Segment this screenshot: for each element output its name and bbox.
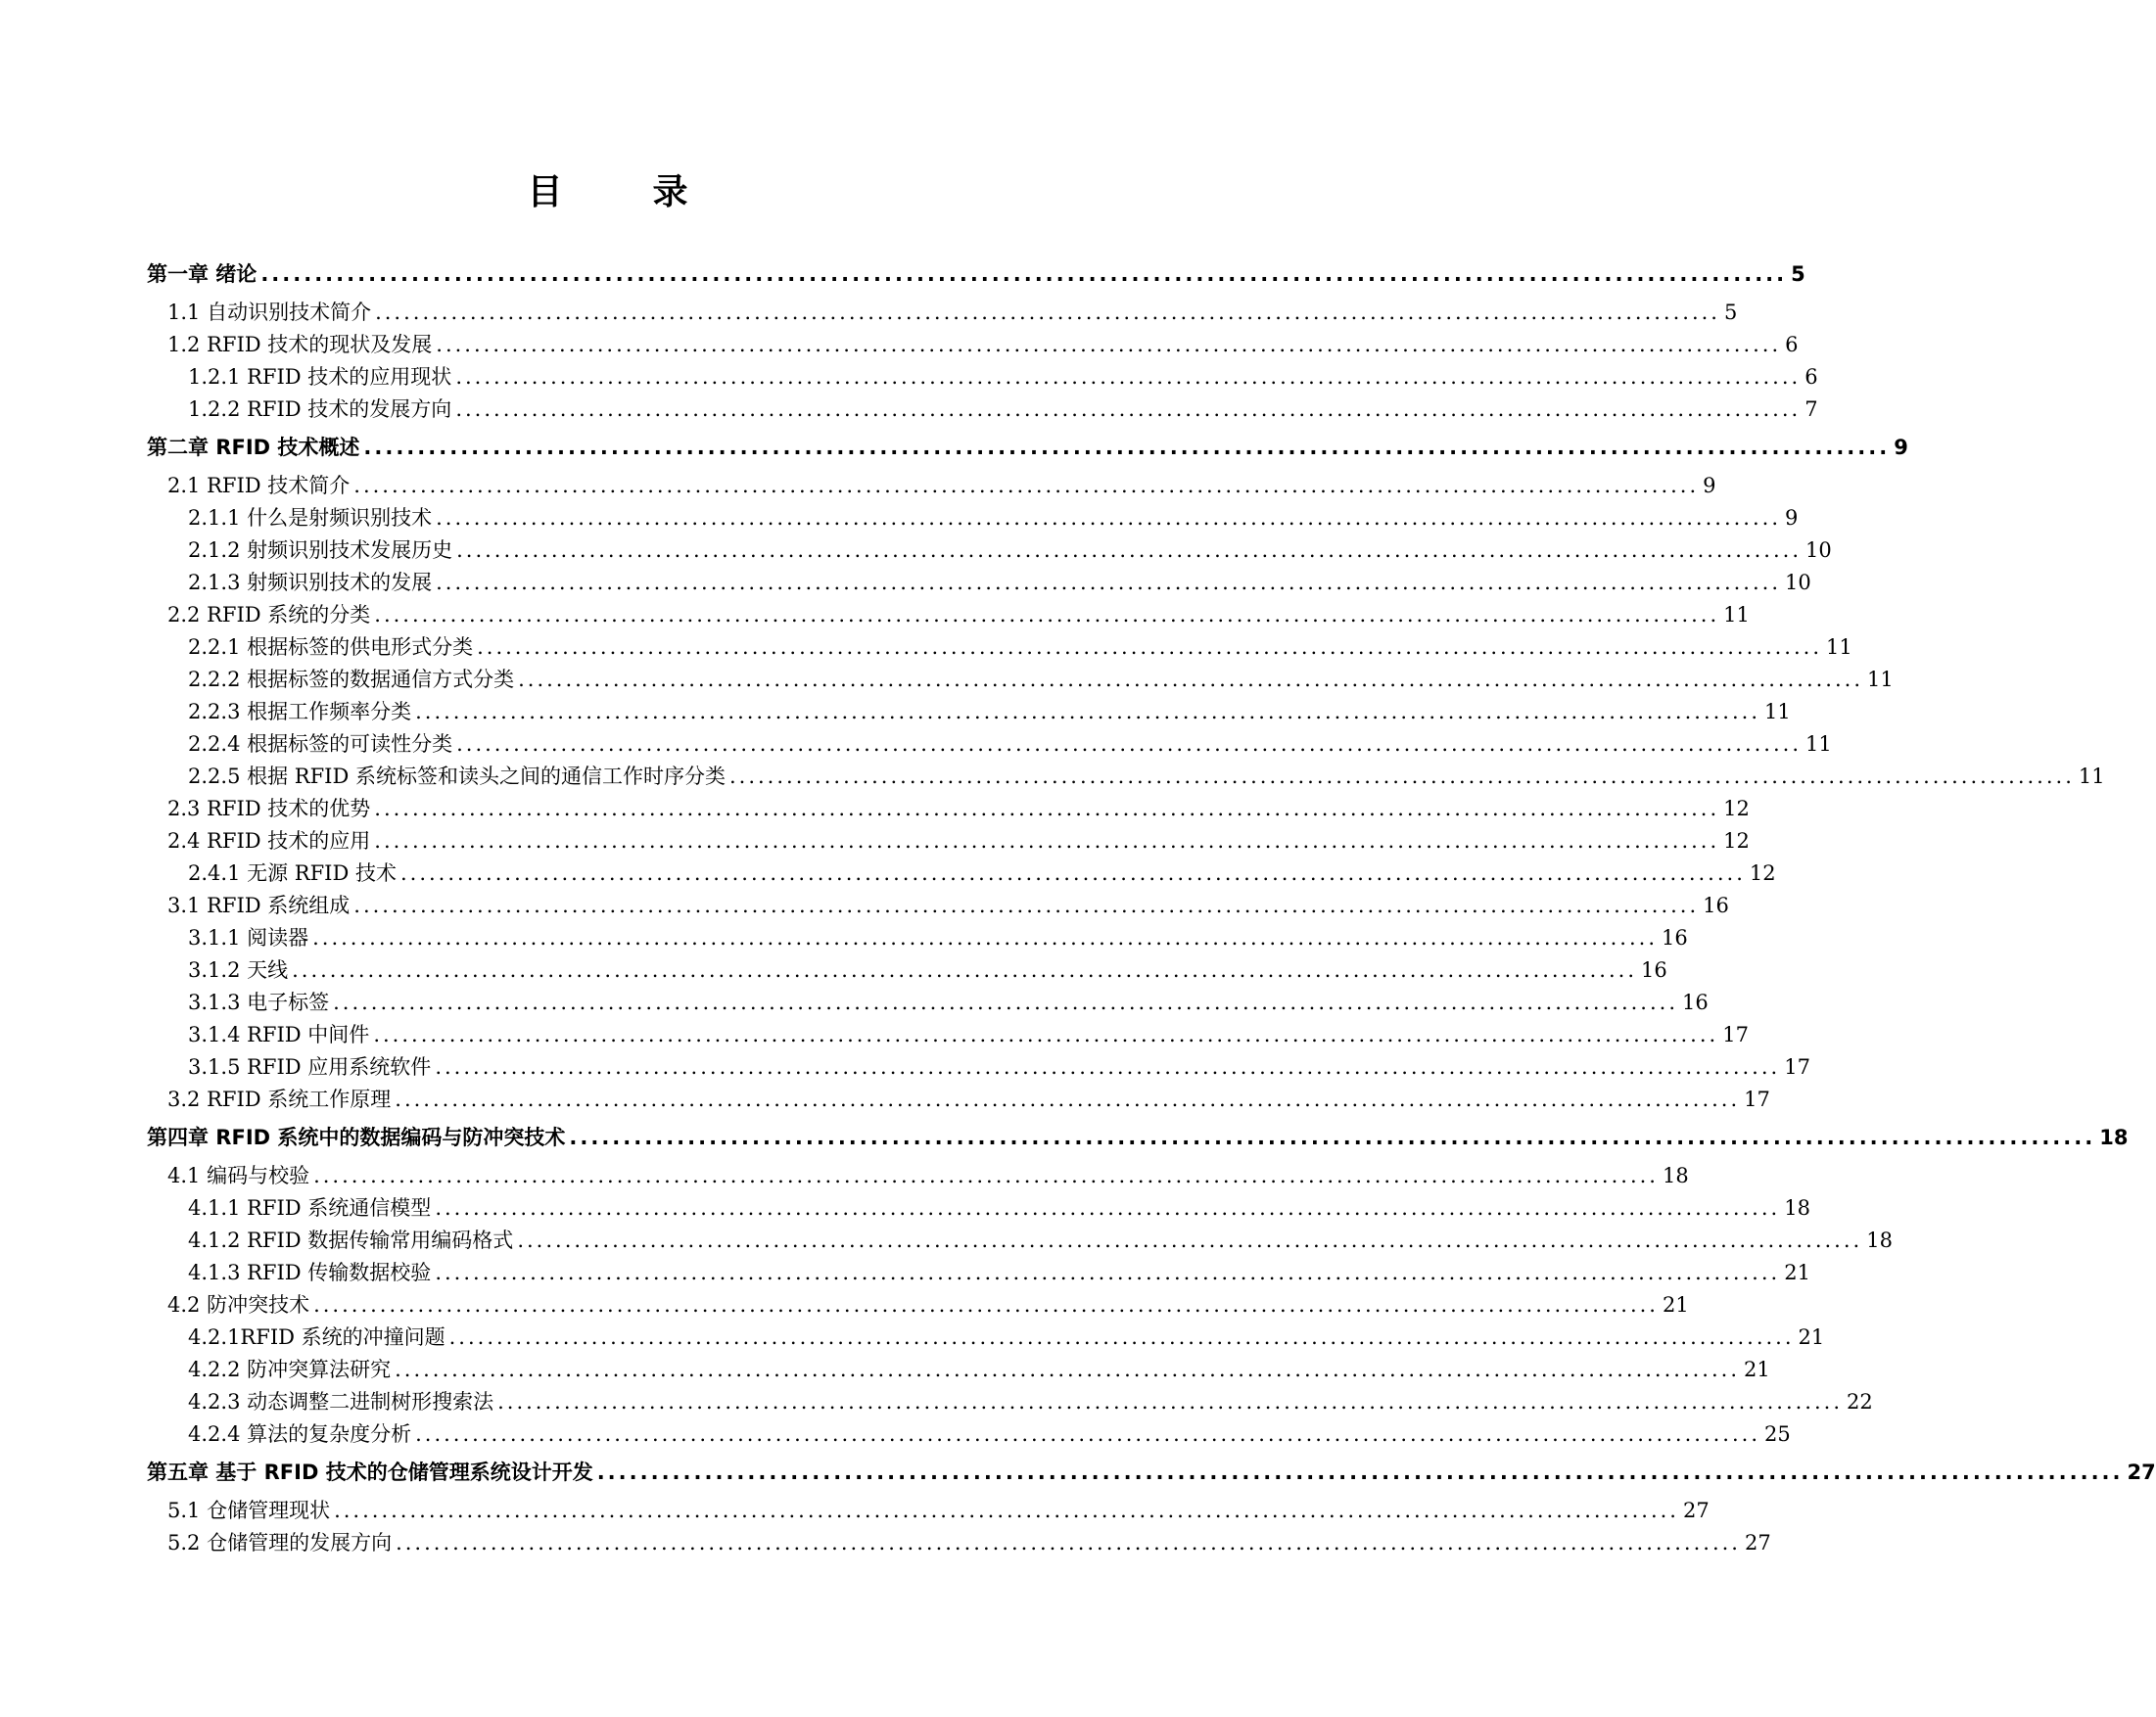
toc-dot-leader: .............................................................................................................................................. xyxy=(333,991,1679,1014)
toc-page-number: 11 xyxy=(1764,700,1791,723)
toc-page-number: 27 xyxy=(1744,1531,1771,1555)
toc-dot-leader: .............................................................................................................................................. xyxy=(497,1390,1844,1414)
toc-page-number: 17 xyxy=(1784,1055,1810,1079)
toc-section-entry[interactable] xyxy=(147,1084,1770,1116)
toc-entry-label: 2.2.3 根据工作频率分类 xyxy=(188,700,412,723)
toc-entry-label: 2.2.2 根据标签的数据通信方式分类 xyxy=(188,668,515,691)
toc-dot-leader: .............................................................................................................................................. xyxy=(396,1531,1741,1555)
toc-dot-leader: .............................................................................................................................................. xyxy=(313,1164,1659,1187)
toc-section-entry[interactable] xyxy=(147,1225,1893,1257)
toc-dot-leader: .............................................................................................................................................. xyxy=(455,397,1802,421)
toc-section-entry[interactable] xyxy=(147,664,1894,696)
toc-section-entry[interactable] xyxy=(147,825,1750,858)
toc-page-number: 11 xyxy=(1826,635,1852,659)
toc-dot-leader: .............................................................................................................................................. xyxy=(436,571,1782,594)
toc-section-entry[interactable] xyxy=(147,954,1667,987)
toc-entry-label: 2.1.1 什么是射频识别技术 xyxy=(188,506,433,530)
toc-section-entry[interactable] xyxy=(147,470,1716,502)
toc-dot-leader: .............................................................................................................................................. xyxy=(435,1261,1781,1284)
toc-dot-leader: .............................................................................................................................................. xyxy=(436,333,1782,356)
toc-entry-label: 第二章 RFID 技术概述 xyxy=(147,436,360,459)
toc-entry-label: 3.1.3 电子标签 xyxy=(188,991,330,1014)
toc-page-number: 9 xyxy=(1703,474,1716,497)
toc-page-number: 9 xyxy=(1785,506,1799,530)
toc-section-entry[interactable] xyxy=(147,922,1688,954)
toc-entry-label: 4.1.2 RFID 数据传输常用编码格式 xyxy=(188,1229,514,1252)
toc-entry-label: 4.1.1 RFID 系统通信模型 xyxy=(188,1196,432,1220)
toc-entry-label: 2.2 RFID 系统的分类 xyxy=(167,603,371,626)
toc-section-entry[interactable] xyxy=(147,297,1738,329)
toc-page-number: 6 xyxy=(1804,365,1818,389)
toc-chapter-entry[interactable] xyxy=(147,253,1805,297)
toc-section-entry[interactable] xyxy=(147,631,1852,664)
toc-section-entry[interactable] xyxy=(147,1192,1810,1225)
toc-section-entry[interactable] xyxy=(147,1322,1825,1354)
toc-page-number: 6 xyxy=(1785,333,1799,356)
toc-section-entry[interactable] xyxy=(147,394,1818,426)
toc-page-number: 21 xyxy=(1744,1358,1770,1381)
toc-entry-label: 1.1 自动识别技术简介 xyxy=(167,301,372,324)
toc-dot-leader: .............................................................................................................................................. xyxy=(353,894,1700,917)
toc-chapter-entry[interactable] xyxy=(147,1116,2129,1160)
toc-section-entry[interactable] xyxy=(147,987,1709,1019)
toc-page-number: 11 xyxy=(1867,668,1894,691)
toc-section-entry[interactable] xyxy=(147,728,1832,761)
toc-page-number: 18 xyxy=(1784,1196,1810,1220)
toc-entry-label: 3.1.2 天线 xyxy=(188,958,289,982)
toc-dot-leader: .............................................................................................................................................. xyxy=(455,365,1802,389)
toc-page-number: 18 xyxy=(2099,1126,2129,1149)
toc-entry-label: 2.1.2 射频识别技术发展历史 xyxy=(188,538,453,562)
toc-entry-label: 2.2.5 根据 RFID 系统标签和读头之间的通信工作时序分类 xyxy=(188,765,726,788)
toc-dot-leader: .............................................................................................................................................. xyxy=(518,668,1864,691)
toc-page-number: 16 xyxy=(1703,894,1729,917)
toc-page-number: 17 xyxy=(1722,1023,1749,1046)
toc-entry-label: 3.1.5 RFID 应用系统软件 xyxy=(188,1055,432,1079)
toc-entry-label: 2.4 RFID 技术的应用 xyxy=(167,829,371,853)
toc-page-number: 22 xyxy=(1847,1390,1873,1414)
toc-section-entry[interactable] xyxy=(147,534,1832,567)
toc-section-entry[interactable] xyxy=(147,567,1811,599)
toc-page-number: 11 xyxy=(1723,603,1750,626)
toc-section-entry[interactable] xyxy=(147,793,1750,825)
toc-dot-leader: .............................................................................................................................................. xyxy=(596,1461,2124,1484)
toc-page-number: 5 xyxy=(1791,262,1805,286)
toc-dot-leader: .............................................................................................................................................. xyxy=(448,1325,1795,1349)
toc-dot-leader: .............................................................................................................................................. xyxy=(477,635,1823,659)
toc-dot-leader: .............................................................................................................................................. xyxy=(375,301,1720,324)
toc-entry-label: 5.1 仓储管理现状 xyxy=(167,1499,331,1522)
toc-section-entry[interactable] xyxy=(147,1527,1771,1559)
toc-dot-leader: .............................................................................................................................................. xyxy=(517,1229,1863,1252)
toc-dot-leader: .............................................................................................................................................. xyxy=(353,474,1700,497)
toc-page-number: 21 xyxy=(1662,1293,1689,1317)
toc-entry-label: 2.3 RFID 技术的优势 xyxy=(167,797,371,820)
toc-dot-leader: .............................................................................................................................................. xyxy=(313,1293,1659,1317)
toc-entry-label: 4.1 编码与校验 xyxy=(167,1164,310,1187)
toc-dot-leader: .............................................................................................................................................. xyxy=(363,436,1891,459)
toc-entry-label: 2.2.1 根据标签的供电形式分类 xyxy=(188,635,474,659)
toc-section-entry[interactable] xyxy=(147,502,1799,534)
toc-page-number: 5 xyxy=(1723,301,1738,324)
toc-entry-label: 4.2.3 动态调整二进制树形搜索法 xyxy=(188,1390,494,1414)
toc-entry-label: 2.4.1 无源 RFID 技术 xyxy=(188,861,397,885)
toc-entry-label: 3.2 RFID 系统工作原理 xyxy=(167,1088,392,1111)
toc-page-number: 16 xyxy=(1641,958,1667,982)
toc-dot-leader: .............................................................................................................................................. xyxy=(374,829,1720,853)
toc-section-entry[interactable] xyxy=(147,1257,1810,1289)
toc-dot-leader: .............................................................................................................................................. xyxy=(395,1358,1741,1381)
toc-entry-label: 3.1.4 RFID 中间件 xyxy=(188,1023,370,1046)
toc-page-number: 27 xyxy=(1682,1499,1710,1522)
toc-entry-label: 第四章 RFID 系统中的数据编码与防冲突技术 xyxy=(147,1126,566,1149)
toc-page-number: 17 xyxy=(1744,1088,1770,1111)
toc-page-number: 10 xyxy=(1805,538,1832,562)
toc-page-number: 11 xyxy=(1805,732,1832,756)
toc-dot-leader: .............................................................................................................................................. xyxy=(334,1499,1679,1522)
toc-entry-label: 4.1.3 RFID 传输数据校验 xyxy=(188,1261,432,1284)
toc-section-entry[interactable] xyxy=(147,858,1776,890)
toc-page-number: 21 xyxy=(1798,1325,1825,1349)
toc-page-number: 9 xyxy=(1894,436,1908,459)
toc-entry-label: 1.2.2 RFID 技术的发展方向 xyxy=(188,397,452,421)
toc-dot-leader: .............................................................................................................................................. xyxy=(415,1422,1761,1446)
toc-section-entry[interactable] xyxy=(147,1354,1770,1386)
toc-entry-label: 5.2 仓储管理的发展方向 xyxy=(167,1531,393,1555)
toc-dot-leader: .............................................................................................................................................. xyxy=(435,1196,1781,1220)
toc-page-number: 12 xyxy=(1749,861,1776,885)
toc-dot-leader: .............................................................................................................................................. xyxy=(728,765,2075,788)
toc-page-number: 27 xyxy=(2127,1461,2156,1484)
toc-page-number: 11 xyxy=(2078,765,2105,788)
toc-page-number: 21 xyxy=(1784,1261,1810,1284)
toc-chapter-entry[interactable] xyxy=(147,426,1908,470)
toc-entry-label: 4.2.4 算法的复杂度分析 xyxy=(188,1422,412,1446)
toc-entry-label: 4.2.2 防冲突算法研究 xyxy=(188,1358,392,1381)
toc-page-number: 10 xyxy=(1785,571,1811,594)
toc-section-entry[interactable] xyxy=(147,1019,1749,1051)
toc-dot-leader: .............................................................................................................................................. xyxy=(374,603,1720,626)
toc-dot-leader: .............................................................................................................................................. xyxy=(373,1023,1719,1046)
toc-dot-leader: .............................................................................................................................................. xyxy=(399,861,1746,885)
toc-entry-label: 第一章 绪论 xyxy=(147,262,258,286)
toc-entry-label: 4.2 防冲突技术 xyxy=(167,1293,310,1317)
toc-entry-label: 3.1.1 阅读器 xyxy=(188,926,309,950)
toc-dot-leader: .............................................................................................................................................. xyxy=(374,797,1720,820)
toc-dot-leader: .............................................................................................................................................. xyxy=(456,732,1803,756)
toc-page-number: 18 xyxy=(1662,1164,1689,1187)
toc-page-number: 12 xyxy=(1723,829,1750,853)
toc-page-number: 12 xyxy=(1723,797,1750,820)
toc-page-number: 16 xyxy=(1682,991,1709,1014)
toc-dot-leader: .............................................................................................................................................. xyxy=(456,538,1803,562)
toc-entry-label: 第五章 基于 RFID 技术的仓储管理系统设计开发 xyxy=(147,1461,593,1484)
toc-section-entry[interactable] xyxy=(147,361,1818,394)
toc-chapter-entry[interactable] xyxy=(147,1451,2156,1495)
toc-entry-label: 1.2.1 RFID 技术的应用现状 xyxy=(188,365,452,389)
toc-entry-label: 2.2.4 根据标签的可读性分类 xyxy=(188,732,453,756)
toc-page-number: 18 xyxy=(1866,1229,1893,1252)
toc-section-entry[interactable] xyxy=(147,696,1791,728)
toc-page-number: 16 xyxy=(1662,926,1688,950)
toc-section-entry[interactable] xyxy=(147,1386,1873,1418)
toc-page-number: 25 xyxy=(1764,1422,1791,1446)
toc-entry-label: 3.1 RFID 系统组成 xyxy=(167,894,351,917)
toc-entry-label: 2.1 RFID 技术简介 xyxy=(167,474,351,497)
toc-section-entry[interactable] xyxy=(147,599,1750,631)
toc-dot-leader: .............................................................................................................................................. xyxy=(436,506,1782,530)
toc-entry-label: 1.2 RFID 技术的现状及发展 xyxy=(167,333,433,356)
toc-dot-leader: .............................................................................................................................................. xyxy=(260,262,1788,286)
page-title: 目 录 xyxy=(527,172,716,212)
toc-section-entry[interactable] xyxy=(147,1051,1810,1084)
toc-section-entry[interactable] xyxy=(147,1418,1791,1451)
toc-entry-label: 2.1.3 射频识别技术的发展 xyxy=(188,571,433,594)
toc-dot-leader: .............................................................................................................................................. xyxy=(415,700,1761,723)
table-of-contents xyxy=(147,253,2156,1559)
toc-dot-leader: .............................................................................................................................................. xyxy=(395,1088,1741,1111)
toc-section-entry[interactable] xyxy=(147,1495,1710,1527)
toc-dot-leader: .............................................................................................................................................. xyxy=(312,926,1659,950)
toc-dot-leader: .............................................................................................................................................. xyxy=(435,1055,1781,1079)
toc-dot-leader: .............................................................................................................................................. xyxy=(569,1126,2096,1149)
toc-section-entry[interactable] xyxy=(147,1160,1689,1192)
toc-dot-leader: .............................................................................................................................................. xyxy=(292,958,1638,982)
toc-section-entry[interactable] xyxy=(147,1289,1689,1322)
toc-section-entry[interactable] xyxy=(147,761,2105,793)
toc-section-entry[interactable] xyxy=(147,890,1729,922)
toc-section-entry[interactable] xyxy=(147,329,1799,361)
toc-page-number: 7 xyxy=(1804,397,1818,421)
toc-entry-label: 4.2.1RFID 系统的冲撞问题 xyxy=(188,1325,445,1349)
